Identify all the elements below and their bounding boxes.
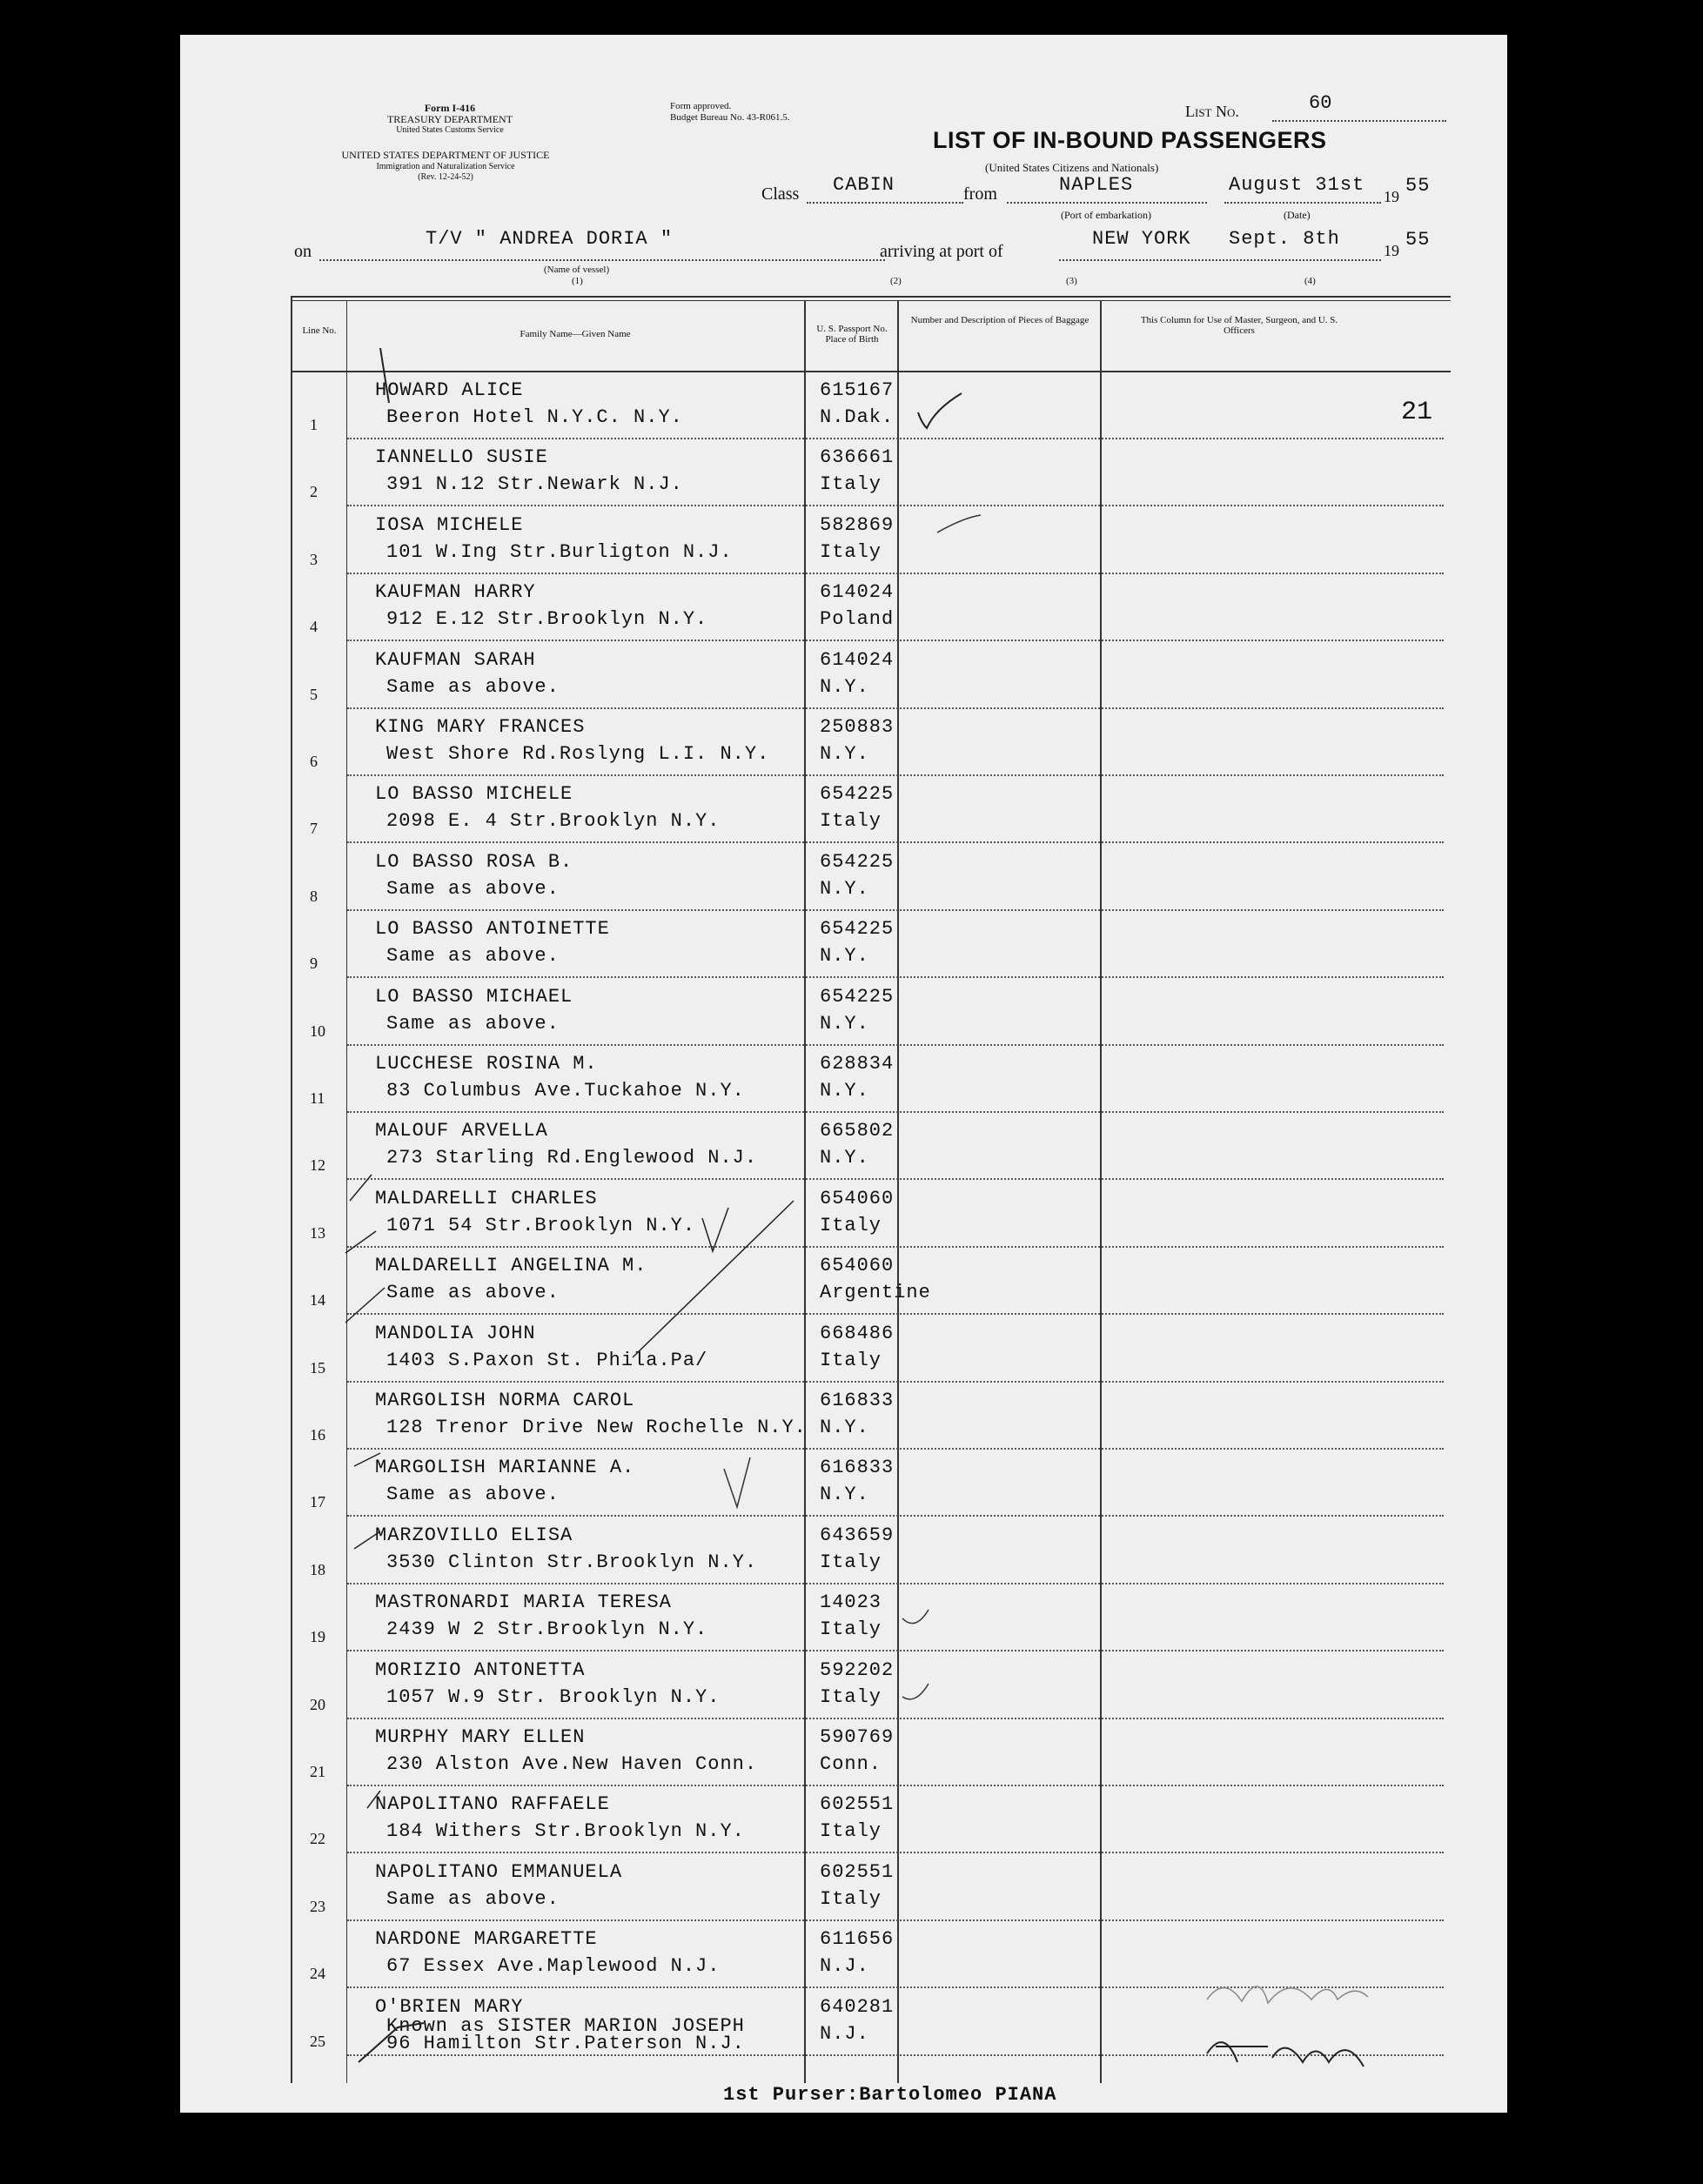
check-mark xyxy=(724,1457,750,1507)
passenger-address: 1071 54 Str.Brooklyn N.Y. xyxy=(386,1214,696,1236)
tally-mark xyxy=(380,348,389,403)
place-of-birth: N.Dak. xyxy=(820,406,895,428)
header-officers: This Column for Use of Master, Surgeon, and U. S. Officers xyxy=(1140,315,1338,336)
passenger-address: 2098 E. 4 Str.Brooklyn N.Y. xyxy=(386,810,721,833)
passenger-address: 128 Trenor Drive New Rochelle N.Y. xyxy=(386,1417,807,1438)
passenger-address: 101 W.Ing Str.Burligton N.J. xyxy=(386,540,733,563)
col1-number: (1) xyxy=(572,276,583,286)
departure-date: August 31st xyxy=(1229,174,1365,196)
from-value: NAPLES xyxy=(1059,174,1134,196)
line-number: 4 xyxy=(310,618,318,636)
place-of-birth: Italy xyxy=(820,1887,882,1910)
passenger-name: MARGOLISH NORMA CAROL xyxy=(375,1390,635,1411)
margin-note: 21 xyxy=(1401,398,1433,427)
passenger-address-2: 96 Hamilton Str.Paterson N.J. xyxy=(386,2032,745,2054)
line-number: 22 xyxy=(310,1830,325,1848)
place-of-birth: N.Y. xyxy=(820,1080,869,1102)
place-of-birth: Italy xyxy=(820,1618,882,1641)
passport-number: 590769 xyxy=(820,1726,895,1748)
line-number: 7 xyxy=(310,820,318,838)
passenger-name: LUCCHESE ROSINA M. xyxy=(375,1053,598,1075)
passenger-name: MORIZIO ANTONETTA xyxy=(375,1658,586,1681)
passenger-address: 184 Withers Str.Brooklyn N.Y. xyxy=(386,1820,745,1843)
arrival-year: 55 xyxy=(1405,229,1431,251)
passport-number: 611656 xyxy=(820,1928,895,1951)
budget-bureau: Budget Bureau No. 43-R061.5. xyxy=(670,112,790,123)
place-of-birth: Italy xyxy=(820,1551,882,1573)
passenger-address: Beeron Hotel N.Y.C. N.Y. xyxy=(386,406,683,428)
passenger-address: 230 Alston Ave.New Haven Conn. xyxy=(386,1753,758,1775)
passport-number: 250883 xyxy=(820,716,895,738)
passenger-name: LO BASSO ANTOINETTE xyxy=(375,918,610,941)
line-number: 11 xyxy=(310,1089,325,1107)
place-of-birth: N.Y. xyxy=(820,877,869,900)
passenger-name: MANDOLIA JOHN xyxy=(375,1322,536,1344)
passenger-address: Same as above. xyxy=(386,877,560,900)
vessel-name: T/V " ANDREA DORIA " xyxy=(426,228,674,250)
justice-dept: UNITED STATES DEPARTMENT OF JUSTICE xyxy=(341,149,550,161)
place-of-birth: Conn. xyxy=(820,1753,882,1775)
line-number: 6 xyxy=(310,753,318,770)
passenger-name: LO BASSO MICHAEL xyxy=(375,985,573,1008)
passport-number: 616833 xyxy=(820,1457,895,1479)
passport-number: 592202 xyxy=(820,1658,895,1681)
vessel-caption: (Name of vessel) xyxy=(544,265,610,275)
line-number: 17 xyxy=(310,1493,325,1511)
passport-number: 654225 xyxy=(820,985,895,1008)
line-number: 21 xyxy=(310,1763,325,1780)
passenger-name: MALDARELLI ANGELINA M. xyxy=(375,1255,647,1277)
passport-number: 602551 xyxy=(820,1860,895,1883)
place-of-birth: N.Y. xyxy=(820,945,869,968)
passenger-address: Same as above. xyxy=(386,1484,560,1506)
line-number: 18 xyxy=(310,1560,325,1578)
passenger-address: 273 Starling Rd.Englewood N.J. xyxy=(386,1147,758,1169)
line-number: 16 xyxy=(310,1426,325,1444)
passport-number: 615167 xyxy=(820,379,895,401)
manifest-page xyxy=(180,35,1507,2113)
line-number: 5 xyxy=(310,685,318,703)
passport-number: 614024 xyxy=(820,581,895,604)
passenger-name: MALOUF ARVELLA xyxy=(375,1120,548,1142)
from-label: from xyxy=(963,184,997,204)
place-of-birth: N.Y. xyxy=(820,1484,869,1506)
port-caption: (Port of embarkation) xyxy=(1061,209,1151,221)
passport-number: 640281 xyxy=(820,1995,895,2018)
place-of-birth: N.Y. xyxy=(820,1012,869,1035)
check-mark xyxy=(918,393,962,428)
passenger-address: West Shore Rd.Roslyng L.I. N.Y. xyxy=(386,743,770,765)
place-of-birth: N.Y. xyxy=(820,675,869,698)
col4-number: (4) xyxy=(1304,276,1316,286)
place-of-birth: Italy xyxy=(820,540,882,563)
passport-number: 654060 xyxy=(820,1255,895,1277)
passport-number: 628834 xyxy=(820,1053,895,1075)
tally-mark xyxy=(350,1175,372,1201)
passenger-name: IOSA MICHELE xyxy=(375,513,524,536)
line-number: 23 xyxy=(310,1897,325,1915)
line-number: 1 xyxy=(310,416,318,433)
place-of-birth: Italy xyxy=(820,1214,882,1236)
check-mark xyxy=(902,1684,929,1699)
passenger-name: KAUFMAN SARAH xyxy=(375,648,536,671)
arrival-port: NEW YORK xyxy=(1092,228,1191,250)
on-label: on xyxy=(294,242,312,261)
passenger-address: 912 E.12 Str.Brooklyn N.Y. xyxy=(386,608,708,631)
header-line-no: Line No. xyxy=(302,325,337,336)
place-of-birth: N.J. xyxy=(820,2022,869,2045)
passenger-name: MASTRONARDI MARIA TERESA xyxy=(375,1591,672,1614)
place-of-birth: Argentine xyxy=(820,1282,931,1304)
pen-marks xyxy=(180,35,1507,2113)
passenger-name: NAPOLITANO RAFFAELE xyxy=(375,1793,610,1816)
passenger-address: Same as above. xyxy=(386,1887,560,1910)
passenger-address: 83 Columbus Ave.Tuckahoe N.Y. xyxy=(386,1080,745,1102)
passenger-address: 2439 W 2 Str.Brooklyn N.Y. xyxy=(386,1618,708,1641)
passenger-address: 1403 S.Paxon St. Phila.Pa/ xyxy=(386,1349,708,1371)
passenger-name: MURPHY MARY ELLEN xyxy=(375,1726,586,1748)
passenger-name: NAPOLITANO EMMANUELA xyxy=(375,1860,623,1883)
ins-service: Immigration and Naturalization Service xyxy=(376,162,515,171)
line-number: 3 xyxy=(310,550,318,568)
place-of-birth: Italy xyxy=(820,1685,882,1708)
line-number: 10 xyxy=(310,1022,325,1040)
departure-year: 55 xyxy=(1405,175,1431,197)
line-number: 25 xyxy=(310,2032,325,2050)
passport-number: 654060 xyxy=(820,1187,895,1209)
place-of-birth: Italy xyxy=(820,473,882,496)
tally-mark xyxy=(345,1231,376,1253)
passenger-name: KING MARY FRANCES xyxy=(375,716,586,738)
passenger-address: 67 Essex Ave.Maplewood N.J. xyxy=(386,1955,721,1978)
col2-number: (2) xyxy=(890,276,902,286)
passport-number: 654225 xyxy=(820,783,895,806)
line-number: 20 xyxy=(310,1695,325,1713)
tally-mark xyxy=(367,1791,380,1808)
check-mark xyxy=(902,1610,929,1624)
page-title: LIST OF IN-BOUND PASSENGERS xyxy=(933,127,1327,153)
passenger-name: MALDARELLI CHARLES xyxy=(375,1187,598,1209)
arriving-label: arriving at port of xyxy=(880,242,1003,261)
passenger-address: Same as above. xyxy=(386,1282,560,1304)
passenger-name: IANNELLO SUSIE xyxy=(375,446,548,469)
class-label: Class xyxy=(761,184,800,204)
passport-number: 643659 xyxy=(820,1524,895,1546)
line-number: 12 xyxy=(310,1156,325,1175)
class-value: CABIN xyxy=(833,174,895,196)
passenger-address: 3530 Clinton Str.Brooklyn N.Y. xyxy=(386,1551,758,1573)
line-number: 24 xyxy=(310,1965,325,1983)
line-number: 8 xyxy=(310,887,318,905)
form-approved: Form approved. xyxy=(670,101,732,111)
passport-number: 654225 xyxy=(820,850,895,873)
place-of-birth: Poland xyxy=(820,608,895,631)
passenger-name: LO BASSO ROSA B. xyxy=(375,850,573,873)
place-of-birth: N.Y. xyxy=(820,743,869,765)
place-of-birth: N.Y. xyxy=(820,1417,869,1438)
passport-number: 582869 xyxy=(820,513,895,536)
passenger-address: Same as above. xyxy=(386,675,560,698)
passport-number: 614024 xyxy=(820,648,895,671)
line-number: 19 xyxy=(310,1628,325,1646)
purser-signature: 1st Purser:Bartolomeo PIANA xyxy=(723,2084,1057,2106)
year-prefix: 19 xyxy=(1384,188,1399,205)
place-of-birth: Italy xyxy=(820,1820,882,1843)
place-of-birth: Italy xyxy=(820,810,882,833)
tally-mark xyxy=(354,1531,380,1549)
passport-number: 668486 xyxy=(820,1322,895,1344)
passport-number: 14023 xyxy=(820,1591,882,1614)
passport-number: 602551 xyxy=(820,1793,895,1816)
passenger-address: 391 N.12 Str.Newark N.J. xyxy=(386,473,683,496)
list-no-value: 60 xyxy=(1309,92,1332,114)
passenger-name: KAUFMAN HARRY xyxy=(375,581,536,604)
line-number: 13 xyxy=(310,1223,325,1242)
handwritten-initials xyxy=(1207,1986,1368,2003)
header-passport: U. S. Passport No. Place of Birth xyxy=(816,324,888,345)
arrival-date: Sept. 8th xyxy=(1229,228,1340,250)
tally-mark xyxy=(354,1453,380,1466)
strike-line xyxy=(633,1201,794,1357)
passport-number: 654225 xyxy=(820,918,895,941)
passport-number: 636661 xyxy=(820,446,895,469)
col3-number: (3) xyxy=(1066,276,1077,286)
list-no-label: List No. xyxy=(1185,103,1239,120)
check-mark xyxy=(702,1208,728,1251)
customs-service: United States Customs Service xyxy=(396,125,504,135)
passenger-address: 1057 W.9 Str. Brooklyn N.Y. xyxy=(386,1685,721,1708)
passenger-name: MARZOVILLO ELISA xyxy=(375,1524,573,1546)
handwritten-signature xyxy=(1207,2042,1364,2067)
header-baggage: Number and Description of Pieces of Baggage xyxy=(910,315,1090,325)
line-number: 15 xyxy=(310,1358,325,1377)
place-of-birth: N.Y. xyxy=(820,1147,869,1169)
date-caption: (Date) xyxy=(1284,209,1311,221)
passenger-address: Known as SISTER MARION JOSEPH xyxy=(386,2014,745,2037)
passenger-address: Same as above. xyxy=(386,1012,560,1035)
check-mark xyxy=(937,515,981,533)
treasury-dept: TREASURY DEPARTMENT xyxy=(386,113,513,125)
passenger-name: MARGOLISH MARIANNE A. xyxy=(375,1457,635,1479)
passport-number: 616833 xyxy=(820,1390,895,1411)
passenger-name: LO BASSO MICHELE xyxy=(375,783,573,806)
revision: (Rev. 12-24-52) xyxy=(418,172,473,182)
passenger-address: Same as above. xyxy=(386,945,560,968)
passenger-name: HOWARD ALICE xyxy=(375,379,524,401)
line-number: 14 xyxy=(310,1291,325,1310)
tally-mark xyxy=(345,1288,385,1323)
place-of-birth: Italy xyxy=(820,1349,882,1371)
line-number: 9 xyxy=(310,955,318,973)
year-prefix-2: 19 xyxy=(1384,242,1399,259)
passenger-name: O'BRIEN MARY xyxy=(375,1995,524,2018)
tally-mark xyxy=(359,2023,424,2062)
page-subtitle: (United States Citizens and Nationals) xyxy=(985,161,1159,174)
header-name: Family Name—Given Name xyxy=(520,329,631,339)
form-number: Form I-416 xyxy=(424,102,476,114)
line-number: 2 xyxy=(310,483,318,501)
place-of-birth: N.J. xyxy=(820,1955,869,1978)
passport-number: 665802 xyxy=(820,1120,895,1142)
passenger-name: NARDONE MARGARETTE xyxy=(375,1928,598,1951)
